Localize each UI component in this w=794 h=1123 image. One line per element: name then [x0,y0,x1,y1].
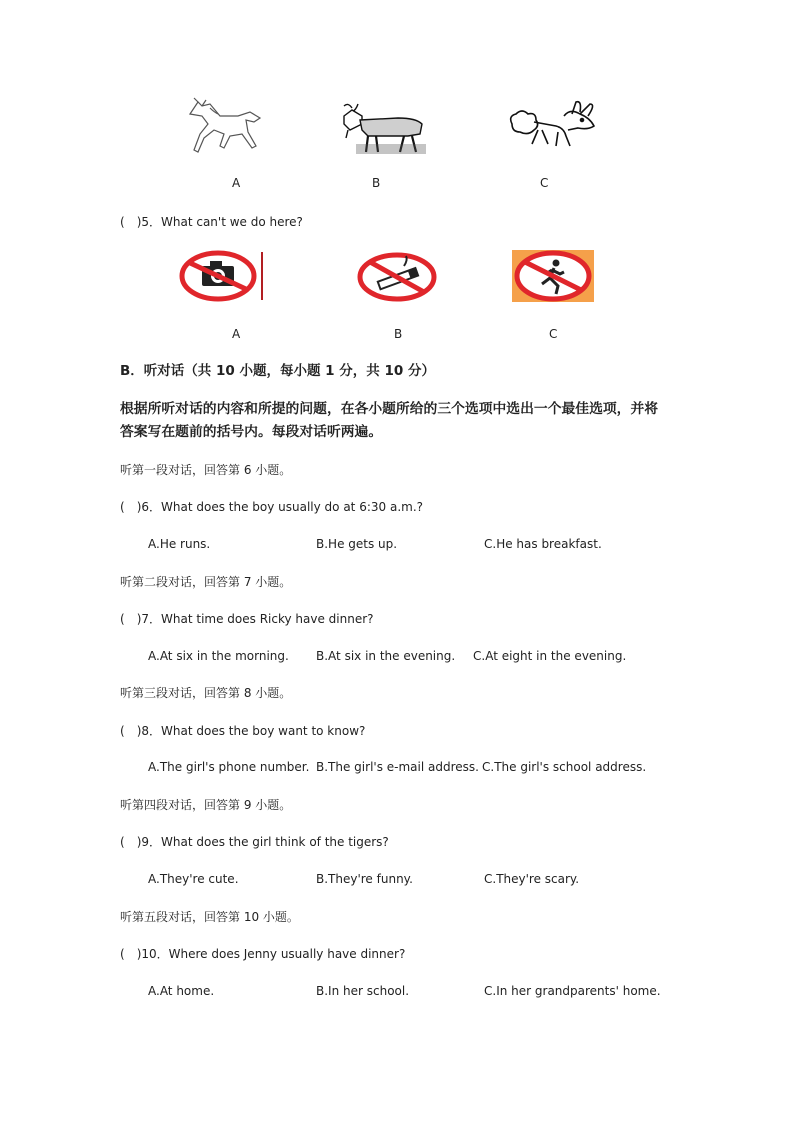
question-text: What time does Ricky have dinner? [161,612,374,626]
q7-question [120,611,374,627]
q6-option-a: A.He runs. [148,537,211,551]
q5-option-b-label: B [394,327,403,341]
horse-icon [180,96,264,156]
answer-bracket[interactable]: ( [120,612,125,626]
q4-option-a-label: A [232,176,241,190]
dialogue-intro-8: 听第三段对话，回答第 8 小题。 [120,686,292,700]
q9-question [120,834,389,850]
question-text: What does the boy usually do at 6:30 a.m.? [161,500,423,514]
q4-option-b-label: B [372,176,381,190]
no-smoking-sign-icon [356,252,438,302]
answer-bracket[interactable]: ( [120,724,125,738]
answer-bracket[interactable]: ( [120,835,125,849]
q8-option-a: A.The girl's phone number. [148,760,310,774]
section-b-instruction-line1: 根据所听对话的内容和所提的问题，在各小题所给的三个选项中选出一个最佳选项，并将 [120,401,659,417]
dialogue-intro-7: 听第二段对话，回答第 7 小题。 [120,575,292,589]
question-text: What can't we do here? [161,215,303,229]
q5-question [120,214,303,230]
q10-question [120,946,405,962]
q7-option-c: C.At eight in the evening. [473,649,627,663]
dialogue-intro-10: 听第五段对话，回答第 10 小题。 [120,910,299,924]
q6-option-b: B.He gets up. [316,537,398,551]
no-camera-sign-icon [178,250,266,302]
q7-option-b: B.At six in the evening. [316,649,456,663]
dialogue-intro-9: 听第四段对话，回答第 9 小题。 [120,798,292,812]
question-number: )9． [136,835,162,849]
answer-bracket[interactable]: ( [120,947,125,961]
question-number: )7． [136,612,162,626]
dog-icon [508,100,598,156]
q8-question [120,723,365,739]
question-number: )5． [136,215,162,229]
question-number: )8． [136,724,162,738]
q4-option-c-label: C [540,176,549,190]
q10-option-b: B.In her school. [316,984,410,998]
dialogue-intro-6: 听第一段对话，回答第 6 小题。 [120,463,292,477]
q9-option-a: A.They're cute. [148,872,239,886]
answer-bracket[interactable]: ( [120,500,125,514]
question-text: What does the boy want to know? [161,724,366,738]
q10-option-c: C.In her grandparents' home. [484,984,661,998]
goat-icon [338,100,428,156]
q7-option-a: A.At six in the morning. [148,649,289,663]
q9-option-c: C.They're scary. [484,872,580,886]
question-number: )6． [136,500,162,514]
section-b-title: B．听对话（共 10 小题，每小题 1 分，共 10 分） [120,363,435,379]
q8-option-b: B.The girl's e-mail address. [316,760,479,774]
q9-option-b: B.They're funny. [316,872,413,886]
q8-option-c: C.The girl's school address. [482,760,647,774]
question-text: What does the girl think of the tigers? [161,835,389,849]
q6-question [120,499,423,515]
question-text: Where does Jenny usually have dinner? [168,947,406,961]
q10-option-a: A.At home. [148,984,215,998]
q5-option-c-label: C [549,327,558,341]
section-b-instruction-line2: 答案写在题前的括号内。每段对话听两遍。 [120,424,383,440]
no-running-sign-icon [512,250,594,302]
answer-bracket[interactable]: ( [120,215,125,229]
q5-option-a-label: A [232,327,241,341]
q6-option-c: C.He has breakfast. [484,537,602,551]
question-number: )10． [136,947,169,961]
